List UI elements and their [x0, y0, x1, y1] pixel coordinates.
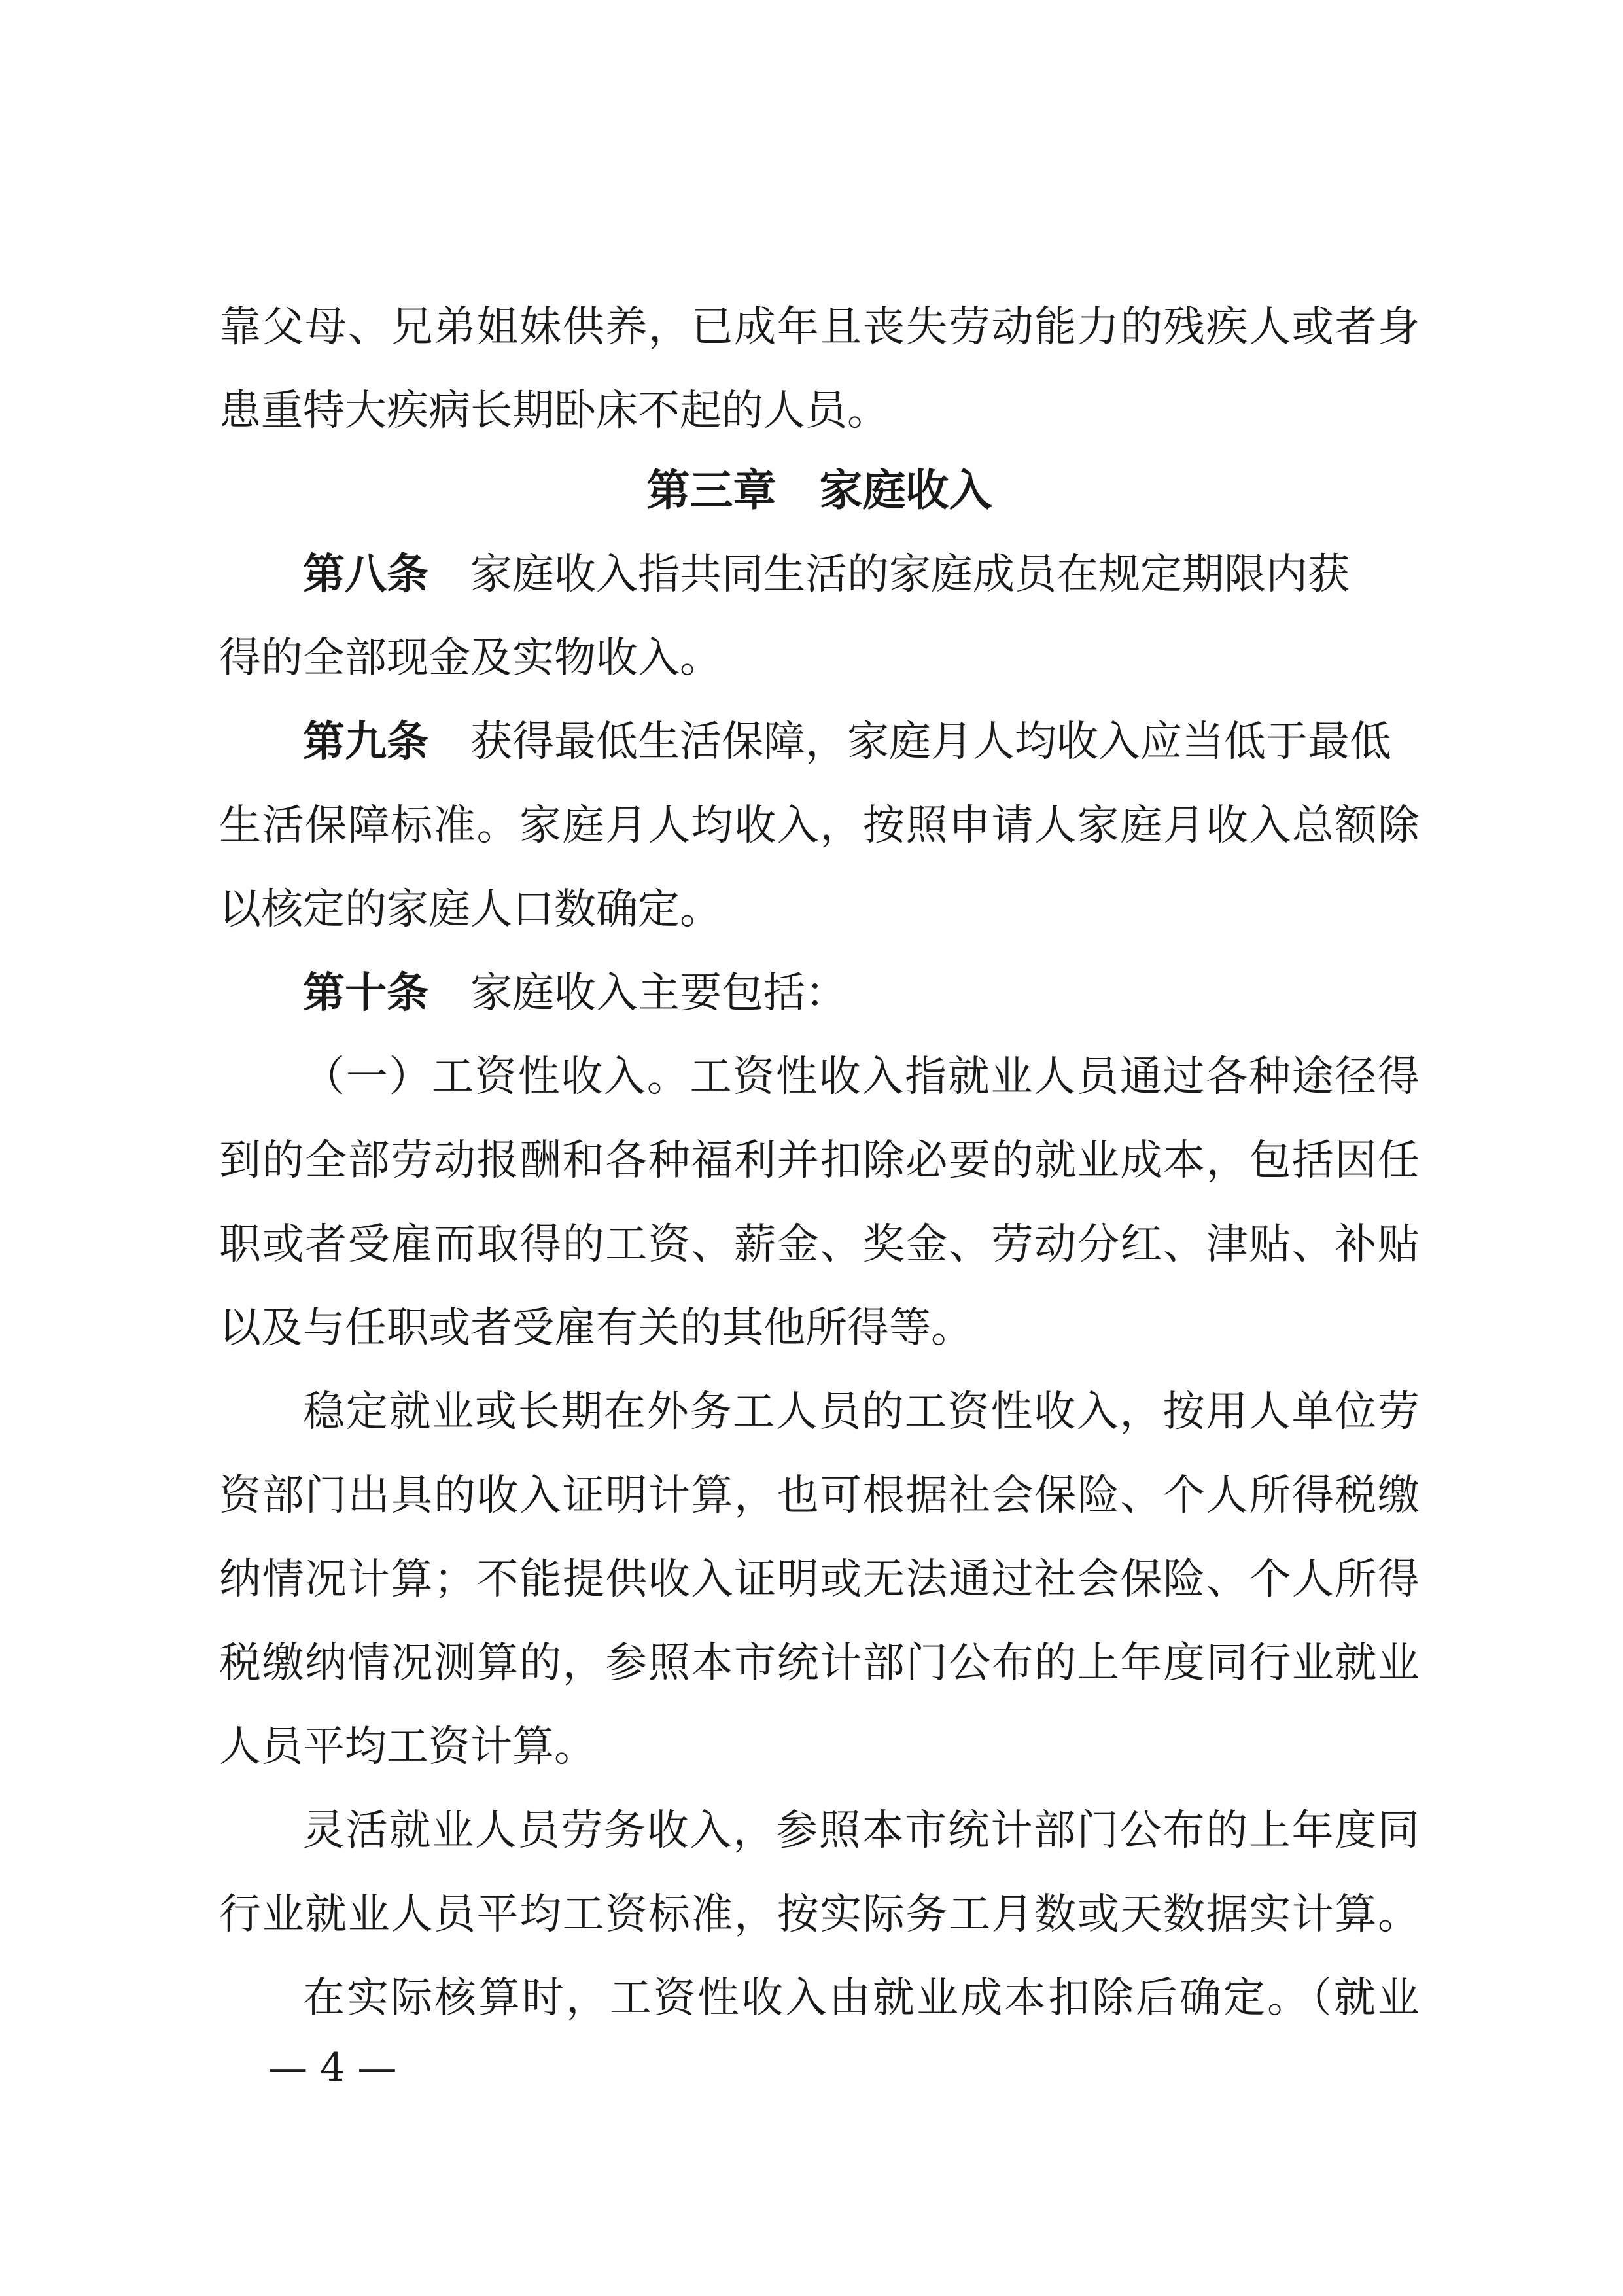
text-line: 资部门出具的收入证明计算，也可根据社会保险、个人所得税缴 — [219, 1472, 1420, 1520]
text-line: 税缴纳情况测算的，参照本市统计部门公布的上年度同行业就业 — [219, 1639, 1420, 1687]
article-10-text: 家庭收入主要包括： — [470, 969, 847, 1017]
article-8-label: 第八条 — [303, 550, 428, 599]
text-line: 生活保障标准。家庭月人均收入，按照申请人家庭月收入总额除 — [219, 802, 1420, 850]
article-9-label: 第九条 — [303, 718, 428, 766]
text-line: 以及与任职或者受雇有关的其他所得等。 — [219, 1304, 973, 1352]
text-line: 行业就业人员平均工资标准，按实际务工月数或天数据实计算。 — [219, 1890, 1420, 1939]
text-line: （一）工资性收入。工资性收入指就业人员通过各种途径得 — [303, 1053, 1420, 1101]
text-line: 靠父母、兄弟姐妹供养，已成年且丧失劳动能力的残疾人或者身 — [219, 303, 1420, 351]
chapter-heading: 第三章 家庭收入 — [646, 465, 992, 516]
article-8-text: 家庭收入指共同生活的家庭成员在规定期限内获 — [470, 550, 1350, 599]
text-line: 以核定的家庭人口数确定。 — [219, 885, 722, 934]
text-line: 患重特大疾病长期卧床不起的人员。 — [219, 387, 889, 435]
text-line: 人员平均工资计算。 — [219, 1723, 596, 1771]
text-line: 纳情况计算；不能提供收入证明或无法通过社会保险、个人所得 — [219, 1555, 1420, 1604]
text-line: 在实际核算时，工资性收入由就业成本扣除后确定。（就业 — [303, 1974, 1420, 2022]
article-9-line — [303, 711, 1420, 773]
article-9-text: 获得最低生活保障，家庭月人均收入应当低于最低 — [470, 718, 1391, 766]
text-line: 灵活就业人员劳务收入，参照本市统计部门公布的上年度同 — [303, 1807, 1420, 1855]
text-line: 得的全部现金及实物收入。 — [219, 634, 722, 682]
text-line: 到的全部劳动报酬和各种福利并扣除必要的就业成本，包括因任 — [219, 1137, 1420, 1185]
page-number: — 4 — — [268, 2045, 397, 2091]
text-line: 职或者受雇而取得的工资、薪金、奖金、劳动分红、津贴、补贴 — [219, 1220, 1420, 1269]
text-line: 稳定就业或长期在外务工人员的工资性收入，按用人单位劳 — [303, 1388, 1420, 1436]
article-10-label: 第十条 — [303, 969, 428, 1017]
article-10-line — [303, 962, 1420, 1025]
article-8-line — [303, 543, 1420, 606]
